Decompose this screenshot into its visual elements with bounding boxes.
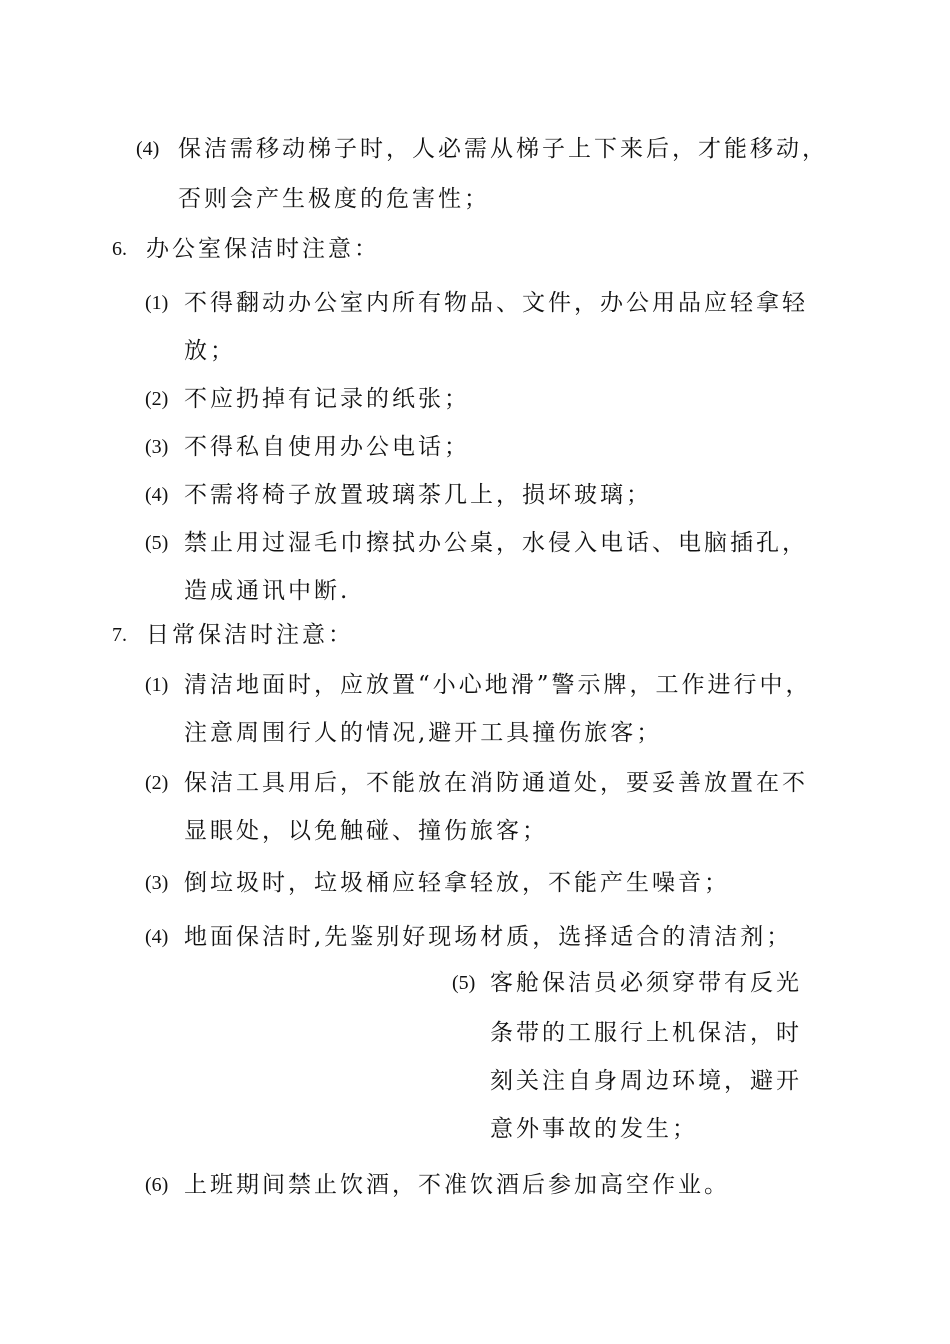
section-number: 7. (112, 624, 127, 646)
item-marker: (4) (145, 484, 169, 506)
item-text: 禁止用过湿毛巾擦拭办公桌，水侵入电话、电脑插孔， (184, 530, 808, 556)
item-text: 保洁需移动梯子时，人必需从梯子上下来后，才能移动， (178, 136, 828, 162)
item-text-continuation: 意外事故的发生； (490, 1116, 698, 1142)
item-text: 不需将椅子放置玻璃茶几上，损坏玻璃； (184, 482, 652, 508)
item-marker: (1) (145, 292, 169, 314)
item-text-continuation: 造成通讯中断. (184, 578, 351, 604)
item-text: 清洁地面时，应放置“小心地滑”警示牌，工作进行中， (184, 672, 812, 698)
item-text: 倒垃圾时，垃圾桶应轻拿轻放，不能产生噪音； (184, 870, 730, 896)
item-text: 不得私自使用办公电话； (184, 434, 470, 460)
item-text-continuation: 刻关注自身周边环境，避开 (490, 1068, 802, 1094)
item-marker: (4) (145, 926, 169, 948)
item-text: 上班期间禁止饮酒，不准饮酒后参加高空作业。 (184, 1172, 730, 1198)
item-text: 客舱保洁员必须穿带有反光 (490, 970, 802, 996)
item-marker: (5) (145, 532, 169, 554)
item-text-continuation: 放； (184, 338, 236, 364)
item-text: 地面保洁时,先鉴别好现场材质，选择适合的清洁剂； (184, 924, 793, 950)
item-marker: (2) (145, 772, 169, 794)
section-heading: 日常保洁时注意： (146, 622, 354, 648)
item-marker: (5) (452, 972, 476, 994)
item-text: 不应扔掉有记录的纸张； (184, 386, 470, 412)
item-text: 不得翻动办公室内所有物品、文件，办公用品应轻拿轻 (184, 290, 808, 316)
item-text-continuation: 显眼处，以免触碰、撞伤旅客； (184, 818, 548, 844)
item-text-continuation: 否则会产生极度的危害性； (178, 186, 490, 212)
section-number: 6. (112, 238, 127, 260)
item-marker: (4) (136, 138, 160, 160)
item-text-continuation: 条带的工服行上机保洁，时 (490, 1020, 802, 1046)
item-text: 保洁工具用后，不能放在消防通道处，要妥善放置在不 (184, 770, 808, 796)
item-marker: (6) (145, 1174, 169, 1196)
item-text-continuation: 注意周围行人的情况,避开工具撞伤旅客； (184, 720, 663, 746)
item-marker: (3) (145, 872, 169, 894)
section-heading: 办公室保洁时注意： (146, 236, 380, 262)
item-marker: (1) (145, 674, 169, 696)
item-marker: (2) (145, 388, 169, 410)
item-marker: (3) (145, 436, 169, 458)
